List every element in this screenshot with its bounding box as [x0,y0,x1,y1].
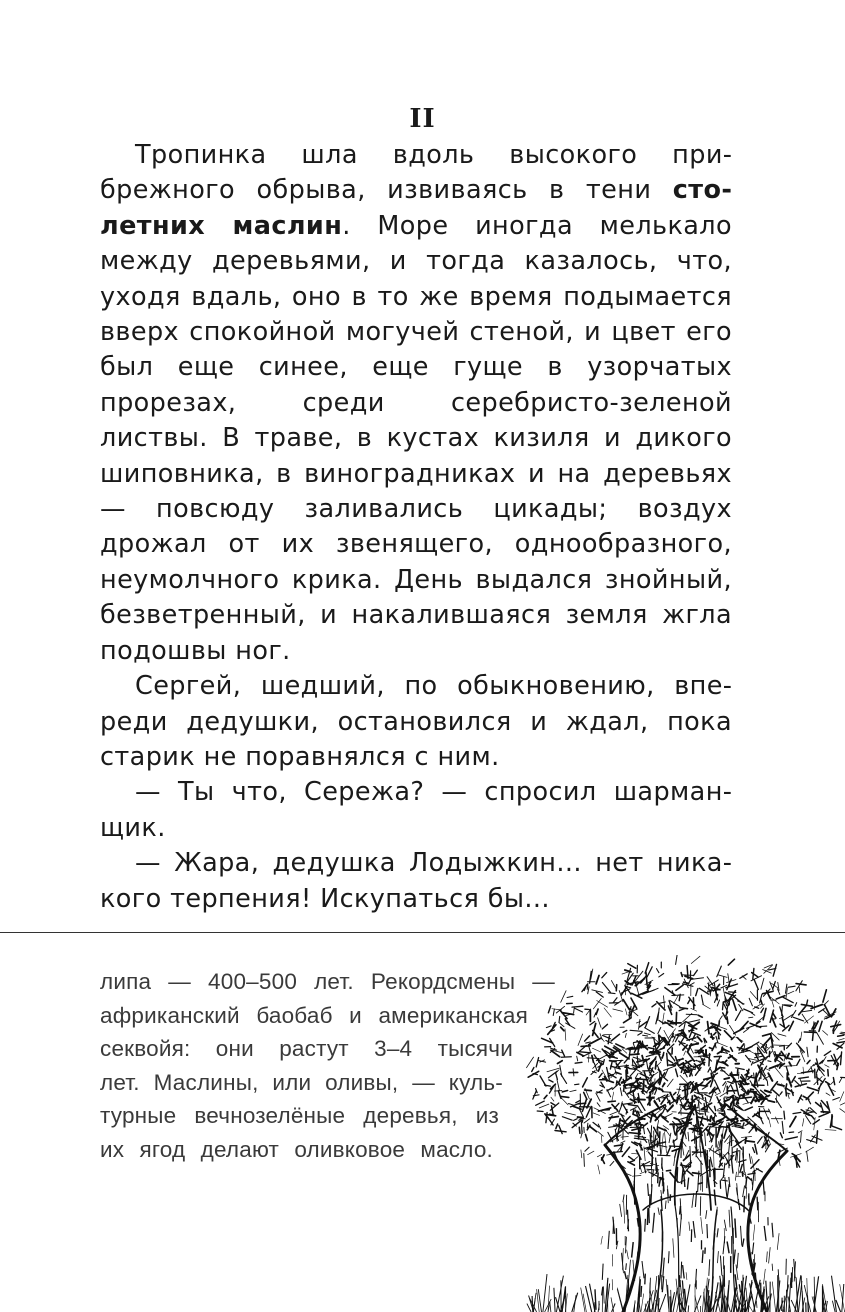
glossary-term: столетних маслин [100,175,732,241]
tree-grass [527,1274,845,1312]
footnote-line: секвойя: они растут 3–4 тысячи [100,1036,513,1062]
footnote [100,965,555,1167]
chapter-number: II [409,104,436,134]
tree-canopy [527,955,845,1184]
olive-tree-illustration [505,955,845,1312]
paragraph-1-rest: . Море иногда мелькало между деревьями, и тогда казалось, что, уходя вдаль, оно в то же время подымается вверх спокойной могучей стеной, и цвет его был еще синее, еще гуще в узорчатых прорезах, среди серебристо-зеленой листвы. В траве, в кустах кизиля и дикого шиповника, в виноградниках и на деревьях — повсюду заливались цикады; воздух дрожал от их звенящего, однообразного, неумолчного крика. День выдался знойный, безветренный, и накалившаяся земля жгла подошвы ног. [100,210,733,666]
main-text [100,138,732,917]
footnote-line: турные вечнозелёные деревья, из [100,1103,499,1129]
footnote-line: их ягод делают оливковое масло. [100,1136,493,1162]
paragraph-1-start: Тропинка шла вдоль высокого прибрежного обрыва, извиваясь в тени [100,140,732,206]
footnote-line: липа — 400–500 лет. Рекордсмены — [100,969,555,994]
paragraph-2: Сергей, шедший, по обыкновению, впереди дедушки, остановился и ждал, пока старик не поравнялся с ним. [100,671,732,772]
footnote-line: африканский баобаб и американская [100,1002,528,1028]
dialogue-line-1: — Ты что, Сережа? — спросил шарманщик. [100,777,732,843]
footnote-line: лет. Маслины, или оливы, — куль- [100,1069,503,1095]
paragraph-1 [100,138,732,669]
dialogue-line-2: — Жара, дедушка Лодыжкин... нет никакого терпения! Искупаться бы... [100,848,732,914]
footnote-divider [0,932,845,933]
